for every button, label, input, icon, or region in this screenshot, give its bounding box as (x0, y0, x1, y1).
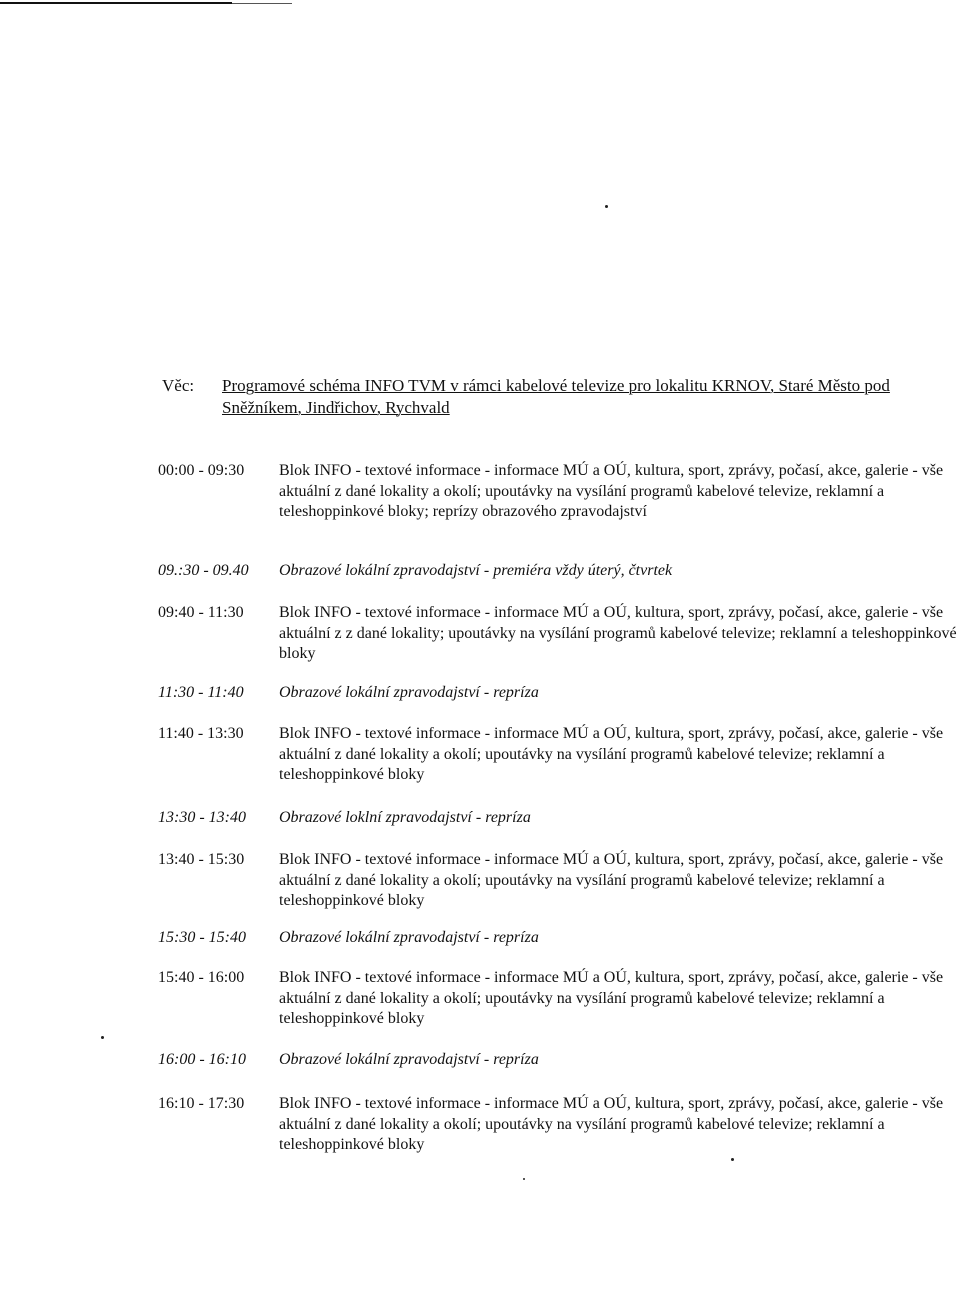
program-description: Blok INFO - textové informace - informace MÚ a OÚ, kultura, sport, zprávy, počasí, akce, galerie - vše aktuální z dané lokality a okolí; upoutávky na vysílání programů kabelové televize; reklamní a teleshoppinkové bloky (279, 851, 944, 909)
program-description: Obrazové loklní zpravodajství - repríza (279, 809, 531, 826)
time-slot: 09.:30 - 09.40 (158, 562, 249, 579)
subject-text: Programové schéma INFO TVM v rámci kabelové televize pro lokalitu KRNOV, Staré Město pod Sněžníkem, Jindřichov, Rychvald (222, 376, 890, 417)
scan-speck (731, 1158, 734, 1161)
program-description: Obrazové lokální zpravodajství - repríza (279, 684, 539, 701)
program-description: Obrazové lokální zpravodajství - repríza (279, 1051, 539, 1068)
program-description: Blok INFO - textové informace - informace MÚ a OÚ, kultura, sport, zprávy, počasí, akce, galerie - vše aktuální z dané lokality a okolí; upoutávky na vysílání programů kabelové televize; reklamní a teleshoppinkové bloky (279, 969, 944, 1027)
subject-label: Věc: (162, 376, 195, 395)
top-scan-line-tail (232, 3, 292, 4)
time-slot: 11:30 - 11:40 (158, 684, 244, 701)
scan-speck (101, 1036, 104, 1039)
program-description: Blok INFO - textové informace - informace MÚ a OÚ, kultura, sport, zprávy, počasí, akce, galerie - vše aktuální z dané lokality a okolí; upoutávky na vysílání programů kabelové televize; reklamní a teleshoppinkové bloky (279, 1095, 944, 1153)
top-scan-line (0, 2, 232, 4)
scan-speck (523, 1178, 525, 1180)
time-slot: 16:10 - 17:30 (158, 1095, 245, 1112)
scan-speck (605, 205, 608, 208)
time-slot: 13:40 - 15:30 (158, 851, 245, 868)
time-slot: 15:40 - 16:00 (158, 969, 245, 986)
time-slot: 13:30 - 13:40 (158, 809, 246, 826)
program-description: Obrazové lokální zpravodajství - repríza (279, 929, 539, 946)
program-description: Blok INFO - textové informace - informace MÚ a OÚ, kultura, sport, zprávy, počasí, akce, galerie - vše aktuální z dané lokality a okolí; upoutávky na vysílání programů kabelové televize, reklamní a teleshoppinkové bloky; reprízy obrazového zpravodajství (279, 462, 944, 520)
time-slot: 00:00 - 09:30 (158, 462, 245, 479)
program-description: Obrazové lokální zpravodajství - premiéra vždy úterý, čtvrtek (279, 562, 673, 579)
time-slot: 11:40 - 13:30 (158, 725, 244, 742)
time-slot: 15:30 - 15:40 (158, 929, 246, 946)
program-description: Blok INFO - textové informace - informace MÚ a OÚ, kultura, sport, zprávy, počasí, akce, galerie - vše aktuální z dané lokality a okolí; upoutávky na vysílání programů kabelové televize; reklamní a teleshoppinkové bloky (279, 725, 944, 783)
time-slot: 09:40 - 11:30 (158, 604, 244, 621)
time-slot: 16:00 - 16:10 (158, 1051, 246, 1068)
program-description: Blok INFO - textové informace - informace MÚ a OÚ, kultura, sport, zprávy, počasí, akce, galerie - vše aktuální z z dané lokality; upoutávky na vysílání programů kabelové televize; reklamní a teleshoppinkové bloky (279, 604, 957, 662)
